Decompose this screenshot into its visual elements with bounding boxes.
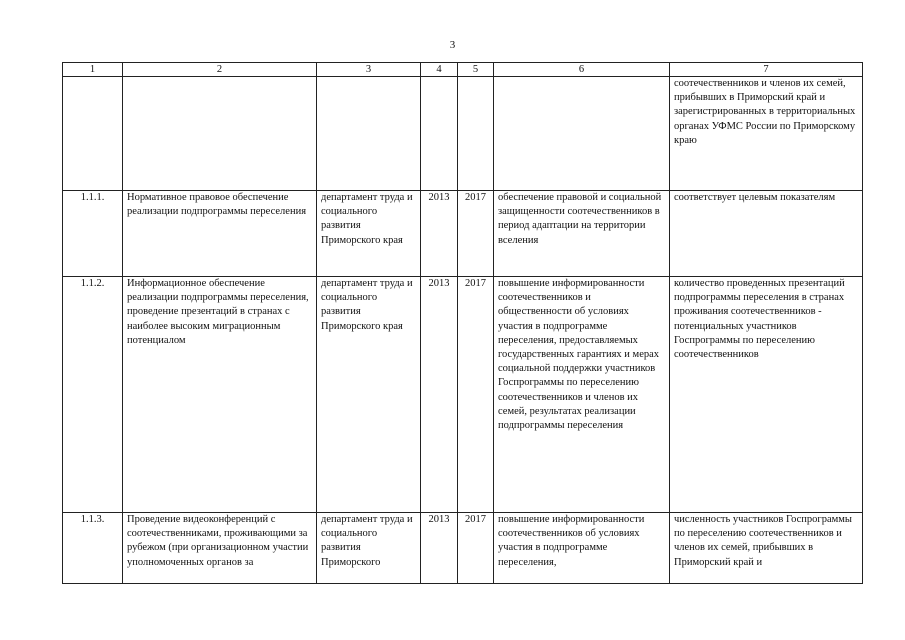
target-indicator: соответствует целевым показателям	[670, 191, 863, 277]
item-number: 1.1.2.	[63, 277, 123, 513]
item-number: 1.1.3.	[63, 513, 123, 584]
expected-result: повышение информированности соотечественников об условиях участия в подпрограмме переселения,	[494, 513, 670, 584]
end-year	[458, 77, 494, 191]
column-header: 3	[317, 63, 421, 77]
end-year: 2017	[458, 513, 494, 584]
start-year: 2013	[421, 277, 458, 513]
column-header: 5	[458, 63, 494, 77]
column-header: 6	[494, 63, 670, 77]
item-number: 1.1.1.	[63, 191, 123, 277]
column-header: 7	[670, 63, 863, 77]
activity-name	[123, 77, 317, 191]
table-row	[63, 277, 863, 513]
target-indicator: численность участников Госпрограммы по переселению соотечественников и членов их семей, прибывших в Приморский край и	[670, 513, 863, 584]
program-activities-table	[62, 62, 863, 584]
activity-name: Информационное обеспечение реализации подпрограммы переселения, проведение презентаций в странах с наиболее высоким миграционным потенциалом	[123, 277, 317, 513]
end-year: 2017	[458, 191, 494, 277]
table-row	[63, 77, 863, 191]
expected-result: обеспечение правовой и социальной защищенности соотечественников в период адаптации на территории вселения	[494, 191, 670, 277]
column-header: 1	[63, 63, 123, 77]
responsible-executor: департамент труда и социального развития Приморского	[317, 513, 421, 584]
end-year: 2017	[458, 277, 494, 513]
activity-name: Нормативное правовое обеспечение реализации подпрограммы переселения	[123, 191, 317, 277]
table-header-row	[63, 63, 863, 77]
expected-result	[494, 77, 670, 191]
item-number	[63, 77, 123, 191]
activity-name: Проведение видеоконференций с соотечественниками, проживающими за рубежом (при организационном участии уполномоченных органов за	[123, 513, 317, 584]
responsible-executor	[317, 77, 421, 191]
start-year: 2013	[421, 191, 458, 277]
table-row	[63, 513, 863, 584]
responsible-executor: департамент труда и социального развития Приморского края	[317, 277, 421, 513]
start-year	[421, 77, 458, 191]
expected-result: повышение информированности соотечественников и общественности об условиях участия в подпрограмме переселения, предоставляемых государственных гарантиях и мерах социальной поддержки участников Госпрограммы по переселению соотечественников и членов их семей, результатах реализации подпрограммы переселения	[494, 277, 670, 513]
start-year: 2013	[421, 513, 458, 584]
responsible-executor: департамент труда и социального развития Приморского края	[317, 191, 421, 277]
table-row	[63, 191, 863, 277]
target-indicator: соотечественников и членов их семей, прибывших в Приморский край и зарегистрированных в территориальных органах УФМС России по Приморскому краю	[670, 77, 863, 191]
target-indicator: количество проведенных презентаций подпрограммы переселения в странах проживания соотечественников - потенциальных участников Госпрограммы по переселению соотечественников	[670, 277, 863, 513]
page-number: 3	[449, 39, 456, 51]
column-header: 4	[421, 63, 458, 77]
column-header: 2	[123, 63, 317, 77]
